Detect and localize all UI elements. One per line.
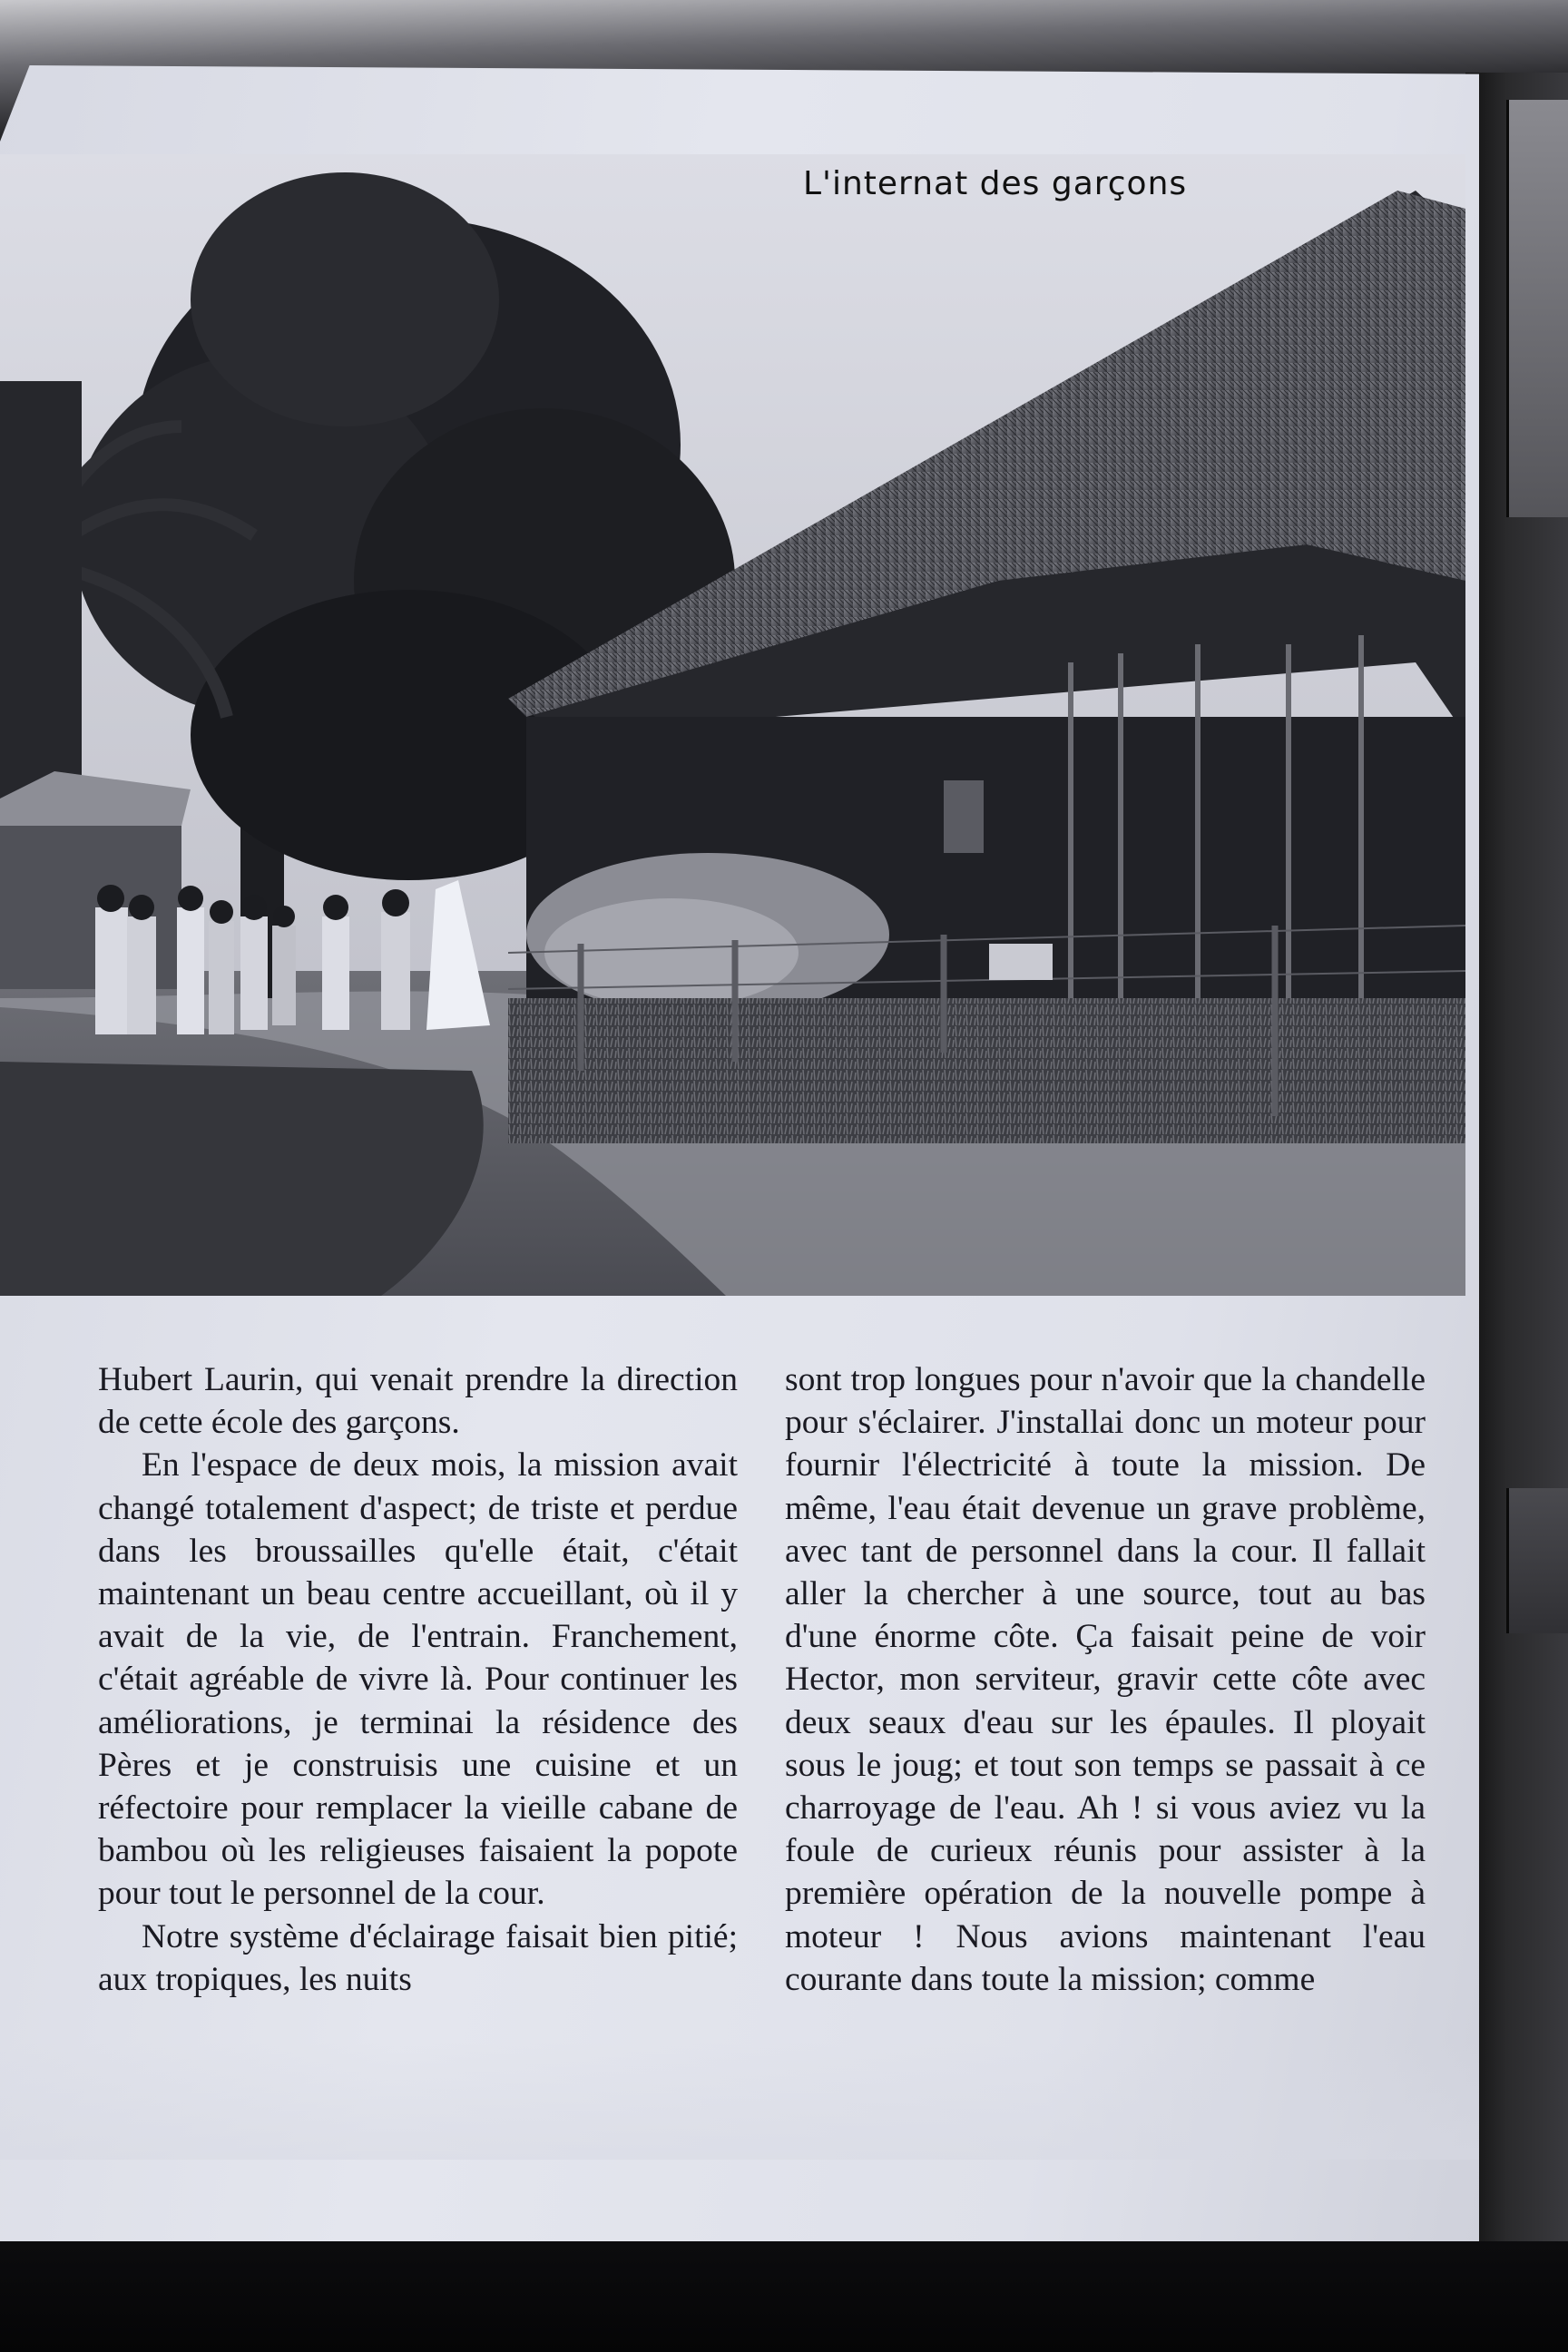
text-column-left (98, 1358, 738, 2001)
bottom-shadow (0, 2241, 1568, 2352)
paragraph: En l'espace de deux mois, la mission avait changé totalement d'aspect; de triste et perdue dans les broussailles qu'elle était, c'était maintenant un beau centre accueillant, où il y avait de la vie, de l'entrain. Franchement, c'était agréable de vivre là. Pour continuer les améliorations, je terminai la résidence des Pères et je construisis une cuisine et un réfectoire pour remplacer la vieille cabane de bambou où les religieuses faisaient la popote pour tout le personnel de la cour. (98, 1446, 738, 1913)
text-column-right (785, 1358, 1426, 2001)
photo-illustration (0, 154, 1465, 1296)
facing-page-strip-lower (1506, 1488, 1568, 1633)
sign-board (989, 944, 1053, 980)
paragraph: Hubert Laurin, qui venait prendre la direction de cette école des garçons. (98, 1361, 738, 1442)
photo-caption: L'internat des garçons (803, 165, 1188, 202)
facing-page-strip (1506, 100, 1568, 517)
grass-patch (0, 1062, 484, 1296)
tall-grass (508, 998, 1465, 1143)
boarding-school-photo (0, 154, 1465, 1296)
paragraph: Notre système d'éclairage faisait bien pitié; aux tropiques, les nuits (98, 1917, 738, 1998)
paragraph: sont trop longues pour n'avoir que la chandelle pour s'éclairer. J'installai donc un moteur pour fournir l'électricité à toute la mission. De même, l'eau était devenue un grave problème, avec tant de personnel dans la cour. Il fallait aller la chercher à une source, tout au bas d'une énorme côte. Ça faisait peine de voir Hector, mon serviteur, gravir cette côte avec deux seaux d'eau sur les épaules. Il ployait sous le joug; et tout son temps se passait à ce charroyage de l'eau. Ah ! si vous aviez vu la foule de curieux réunis pour assister à la première opération de la nouvelle pompe à moteur ! Nous avions maintenant l'eau courante dans toute la mission; comme (785, 1361, 1426, 1998)
